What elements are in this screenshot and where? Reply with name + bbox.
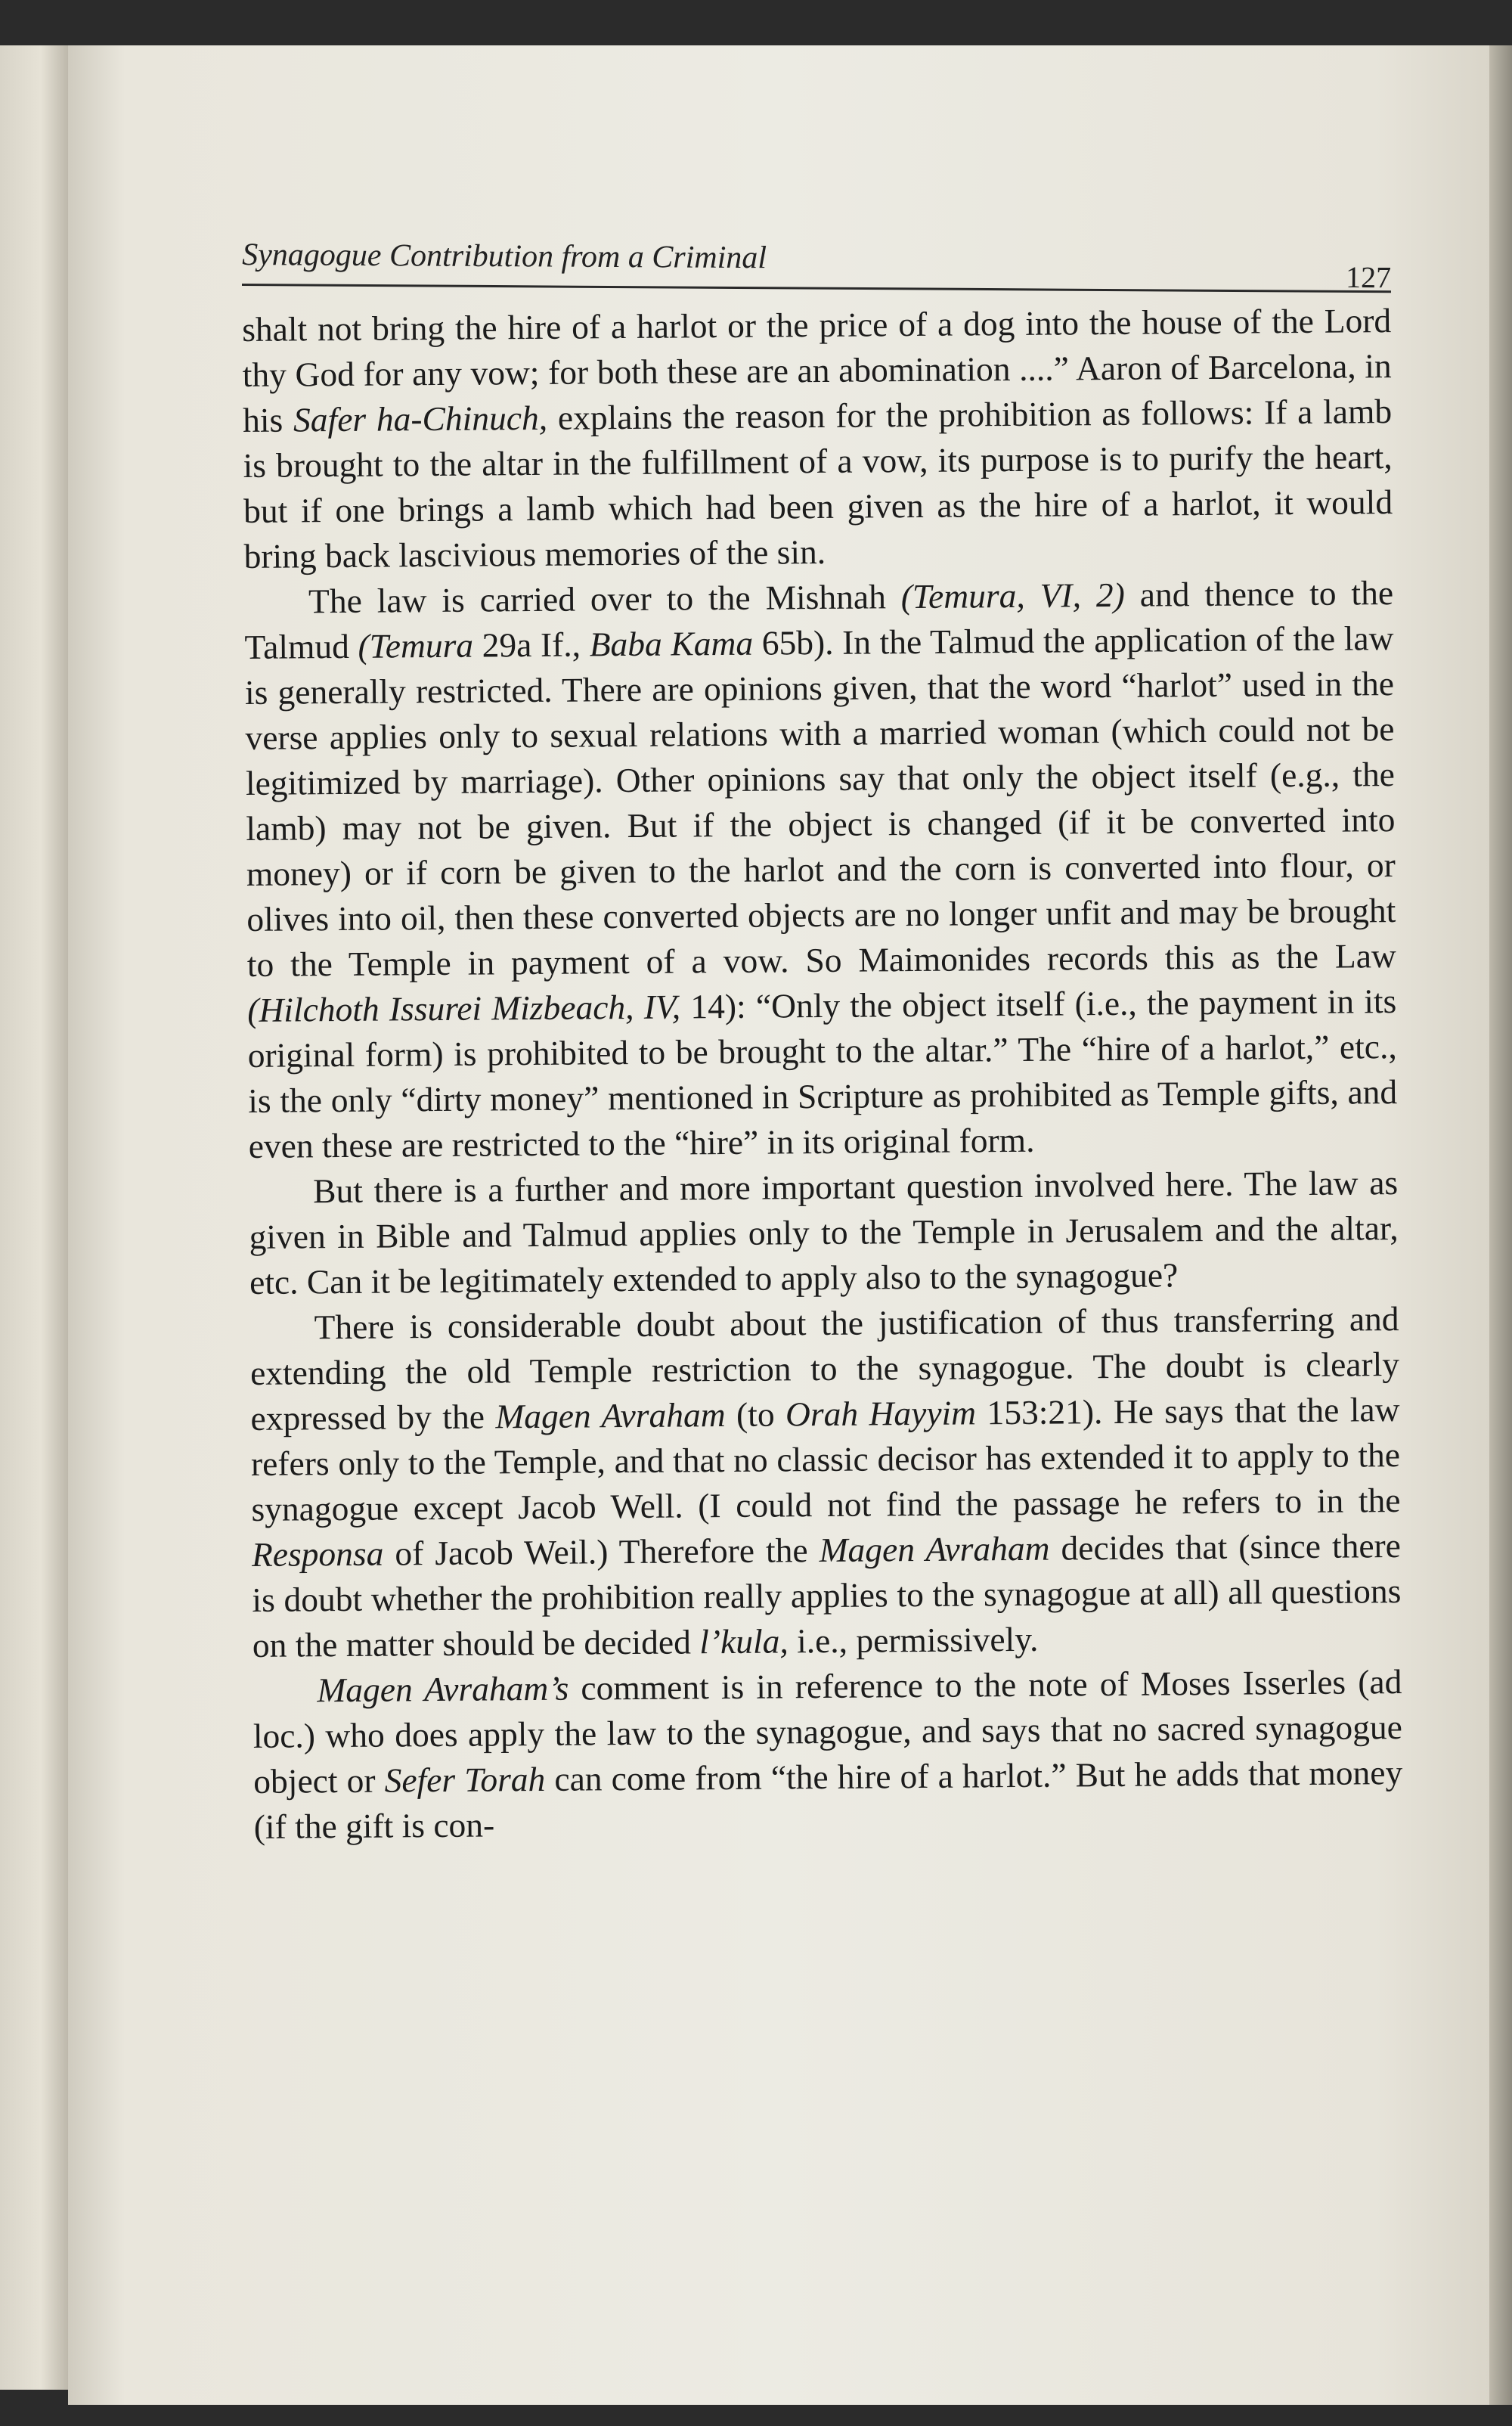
text-run: explains the reason for the prohibition as follows: If a lamb is brought to the altar in the fulfillment of a vow, its purpose is to purify the heart, but if one brings a lamb which had been given as the hire of a harlot, it would bring back lascivious memories of the sin.	[243, 392, 1393, 575]
italic-text: Safer ha-Chinuch,	[293, 398, 548, 439]
text-run: (to	[725, 1394, 786, 1435]
text-run: But there is a further and more important question involved here. The law as given in Bible and Talmud applies only to the Temple in Jerusalem and the altar, etc. Can it be legitimately extended to apply also to the synagogue?	[249, 1163, 1399, 1301]
paragraph	[244, 570, 1398, 1169]
italic-text: Orah Hayyim	[785, 1393, 977, 1434]
italic-text: Sefer Torah	[384, 1759, 546, 1800]
italic-text: (Temura, VI, 2)	[900, 575, 1126, 616]
body-text	[242, 298, 1403, 1850]
text-run: 65b). In the Talmud the application of the law is generally restricted. There are opinions given, that the word “harlot” used in the verse applies only to sexual relations with a married woman (which could not be legitimized by marriage). Other opinions say that only the object itself (e.g., the lamb) may not be given. But if the object is changed (if it be converted into money) or if corn be given to the harlot and the corn is converted into flour, or olives into oil, then these converted objects are no longer unfit and may be brought to the Temple in payment of a vow. So Maimonides records this as the Law	[244, 619, 1396, 984]
page-number: 127	[1345, 259, 1392, 295]
running-title: Synagogue Contribution from a Criminal	[242, 237, 767, 276]
italic-text: Magen Avraham	[495, 1395, 726, 1436]
text-run: There is considerable doubt about the justification of thus transferring and extending the old Temple restriction to the synagogue. The doubt is clearly expressed by the	[249, 1299, 1400, 1438]
text-run: of Jacob Weil.) Therefore the	[383, 1531, 820, 1573]
text-run: can come from “the hire of a harlot.” But he adds that money (if the gift is con-	[253, 1753, 1403, 1846]
italic-text: Baba Kama	[589, 623, 754, 664]
italic-text: Magen Avraham	[819, 1528, 1050, 1570]
italic-text: Magen Avraham’s	[317, 1668, 569, 1710]
paragraph	[249, 1296, 1402, 1668]
paragraph	[253, 1659, 1403, 1850]
text-run: i.e., permissively.	[788, 1619, 1039, 1661]
page-stack-edge	[1489, 45, 1512, 2405]
book-page	[68, 45, 1489, 2405]
italic-text: (Temura	[358, 625, 474, 665]
text-run: comment is in reference to the note of Moses Isserles (ad loc.) who does apply the law to the synagogue, and says that no sacred synagogue object or	[253, 1662, 1402, 1801]
text-run: 14): “Only the object itself (i.e., the payment in its original form) is prohibited to be brought to the altar.” The “hire of a harlot,” etc., is the only “dirty money” mentioned in Scripture as prohibited as Temple gifts, and even these are restricted to the “hire” in its original form.	[247, 982, 1398, 1165]
italic-text: l’kula,	[699, 1621, 789, 1661]
text-run: decides that (since there is doubt whether the prohibition really applies to the synagogue at all) all questions on the matter should be decided	[252, 1526, 1402, 1664]
italic-text: (Hilchoth Issurei Mizbeach, IV,	[247, 987, 681, 1029]
text-run: 153:21). He says that the law refers only to the Temple, and that no classic decisor has extended it to apply to the synagogue except Jacob Well. (I could not find the passage he refers to in the	[250, 1390, 1401, 1528]
text-run: and thence to the Talmud	[244, 573, 1394, 666]
italic-text: Responsa	[251, 1534, 384, 1574]
page-content	[242, 223, 1403, 1850]
paragraph	[249, 1160, 1399, 1305]
text-run: The law is carried over to the Mishnah	[308, 577, 901, 621]
facing-page-edge	[0, 45, 68, 2390]
paragraph	[242, 298, 1393, 579]
text-run: shalt not bring the hire of a harlot or the price of a dog into the house of the Lord thy God for any vow; for both these are an abomination ....” Aaron of Barcelona, in his	[242, 301, 1392, 439]
text-run: 29a If.,	[472, 625, 590, 665]
running-header	[242, 223, 1391, 293]
